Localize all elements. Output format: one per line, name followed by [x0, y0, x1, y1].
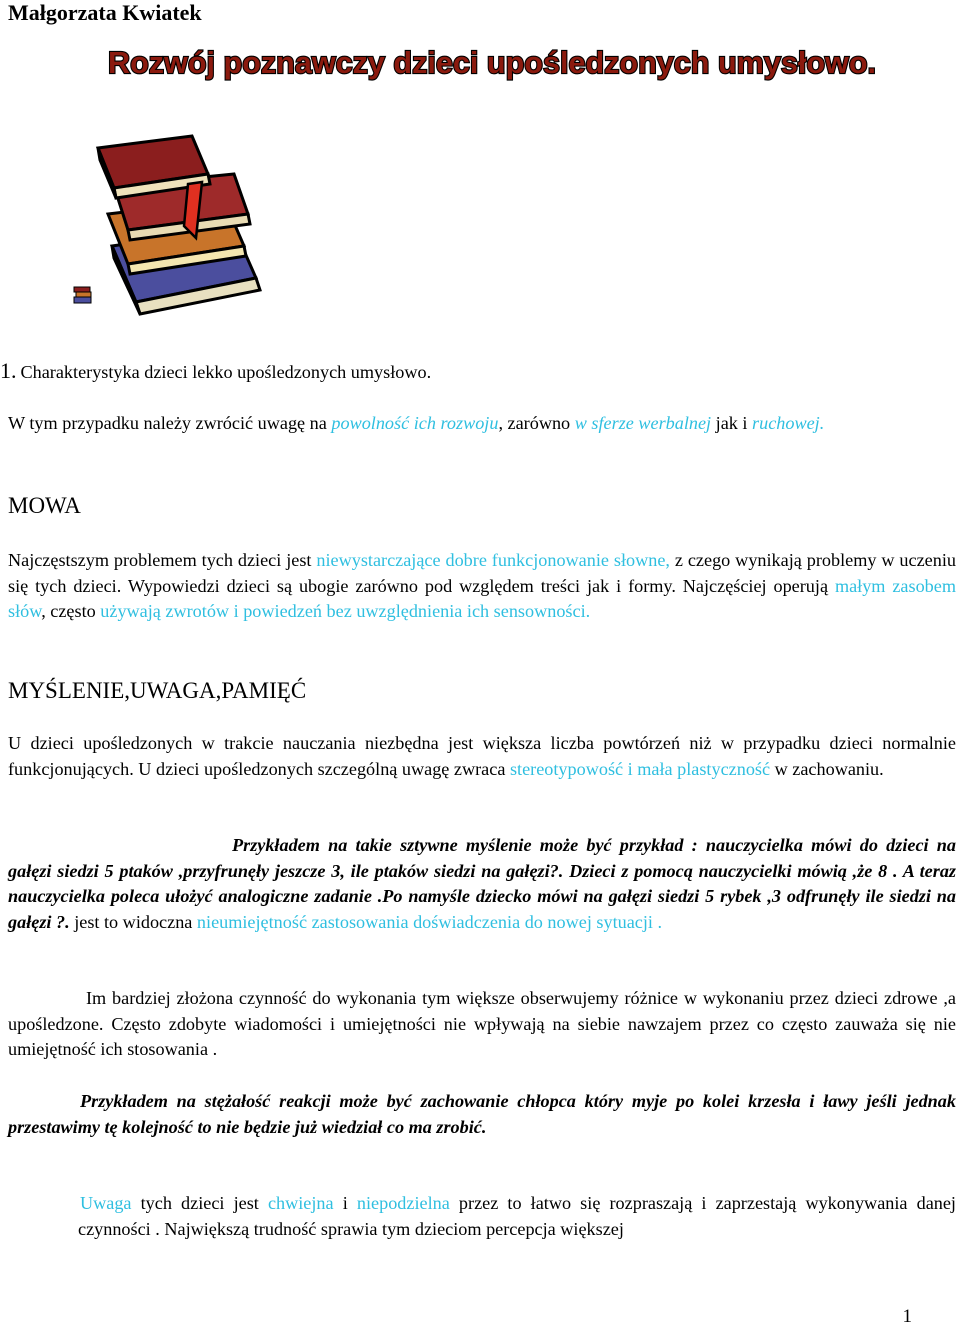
title-banner: [104, 42, 880, 82]
myslenie-paragraph: U dzieci upośledzonych w trakcie nauczania niezbędna jest większa liczba powtórzeń niż w przypadku dzieci normalnie funkcjonujących. U dzieci upośledzonych szczególną uwagę zwraca stereotypowość i mała plastyczność w zachowaniu.: [8, 733, 956, 779]
banner-title-text: Rozwój poznawczy dzieci upośledzonych umysłowo.: [108, 45, 876, 80]
small-books-icon: [72, 285, 94, 305]
highlight-small-vocabulary: małym zasobem słów: [8, 575, 956, 621]
books-illustration: [84, 128, 284, 318]
highlight-niepodzielna: niepodzielna: [356, 1193, 450, 1213]
highlight-uwaga: Uwaga: [80, 1193, 132, 1213]
highlight-verbal: w sferze werbalnej: [574, 413, 712, 433]
heading-myslenie: MYŚLENIE,UWAGA,PAMIĘĆ: [8, 678, 307, 703]
section-1-title: [0, 358, 952, 384]
uwaga-paragraph: Uwaga tych dzieci jest chwiejna i niepodzielna przez to łatwo się rozpraszają i zaprzestają wykonywania danej czynności . Największą trudność sprawia tym dzieciom percepcja większej: [78, 1193, 956, 1239]
highlight-motor: ruchowej.: [752, 413, 825, 433]
example-2-bold: Przykładem na stężałość reakcji może być zachowanie chłopca który myje po kolei krzesła i ławy jeśli jednak przestawimy tę kolejność to nie będzie już wiedział co ma zrobić.: [8, 1091, 956, 1137]
section-title: Charakterystyka dzieci lekko upośledzonych umysłowo.: [20, 362, 432, 382]
example-2-paragraph: [8, 1089, 956, 1140]
section-number: 1.: [0, 358, 17, 383]
highlight-stereotypy: stereotypowość i mała plastyczność: [509, 758, 771, 779]
example-1-paragraph: Przykładem na takie sztywne myślenie może być przykład : nauczycielka mówi do dzieci na gałęzi siedzi 5 ptaków ,przyfrunęły jeszcze 3, ile ptaków siedzi na gałęzi?. Dzieci z pomocą nauczycielki mówią ,że 8 . A teraz nauczycielka poleca ułożyć analogiczne zadanie .Po namyśle dziecko mówi na gałęzi siedzi 5 rybek ,3 odfrunęły ile siedzi na gałęzi ?. jest to widoczna nieumiejętność zastosowania doświadczenia do nowej sytuacji .: [8, 835, 956, 932]
highlight-inability: nieumiejętność zastosowania doświadczenia do nowej sytuacji .: [196, 911, 663, 932]
page-number: 1: [902, 1306, 912, 1327]
highlight-chwiejna: chwiejna: [267, 1193, 334, 1213]
complex-tasks-paragraph: Im bardziej złożona czynność do wykonania tym większe obserwujemy różnice w wykonaniu przez dzieci zdrowe ,a upośledzone. Często zdobyte wiadomości i umiejętności nie wpływają na siebie nawzajem przez co często zauważa się nie umiejętność ich stosowania .: [8, 988, 956, 1059]
heading-mowa: MOWA: [8, 493, 81, 518]
highlight-slow-development: powolność ich rozwoju: [331, 413, 499, 433]
intro-paragraph: W tym przypadku należy zwrócić uwagę na powolność ich rozwoju, zarówno w sferze werbalnej jak i ruchowej.: [8, 413, 825, 433]
author-name: Małgorzata Kwiatek: [8, 0, 202, 25]
mowa-paragraph: Najczęstszym problemem tych dzieci jest niewystarczające dobre funkcjonowanie słowne, z czego wynikają problemy w uczeniu się tych dzieci. Wypowiedzi dzieci są ubogie zarówno pod względem treści jak i formy. Najczęściej operują małym zasobem słów, często używają zwrotów i powiedzeń bez uwzględnienia ich sensowności.: [8, 550, 956, 621]
example-1-bold: Przykładem na takie sztywne myślenie może być przykład : nauczycielka mówi do dzieci na gałęzi siedzi 5 ptaków ,przyfrunęły jeszcze 3, ile ptaków siedzi na gałęzi?. Dzieci z pomocą nauczycielki mówią ,że 8 . A teraz nauczycielka poleca ułożyć analogiczne zadanie .Po namyśle dziecko mówi na gałęzi siedzi 5 rybek ,3 odfrunęły ile siedzi na gałęzi ?.: [8, 835, 956, 932]
highlight-verbal-functioning: niewystarczające dobre funkcjonowanie słowne,: [316, 550, 670, 570]
highlight-phrases: używają zwrotów i powiedzeń bez uwzględnienia ich sensowności.: [100, 601, 591, 621]
